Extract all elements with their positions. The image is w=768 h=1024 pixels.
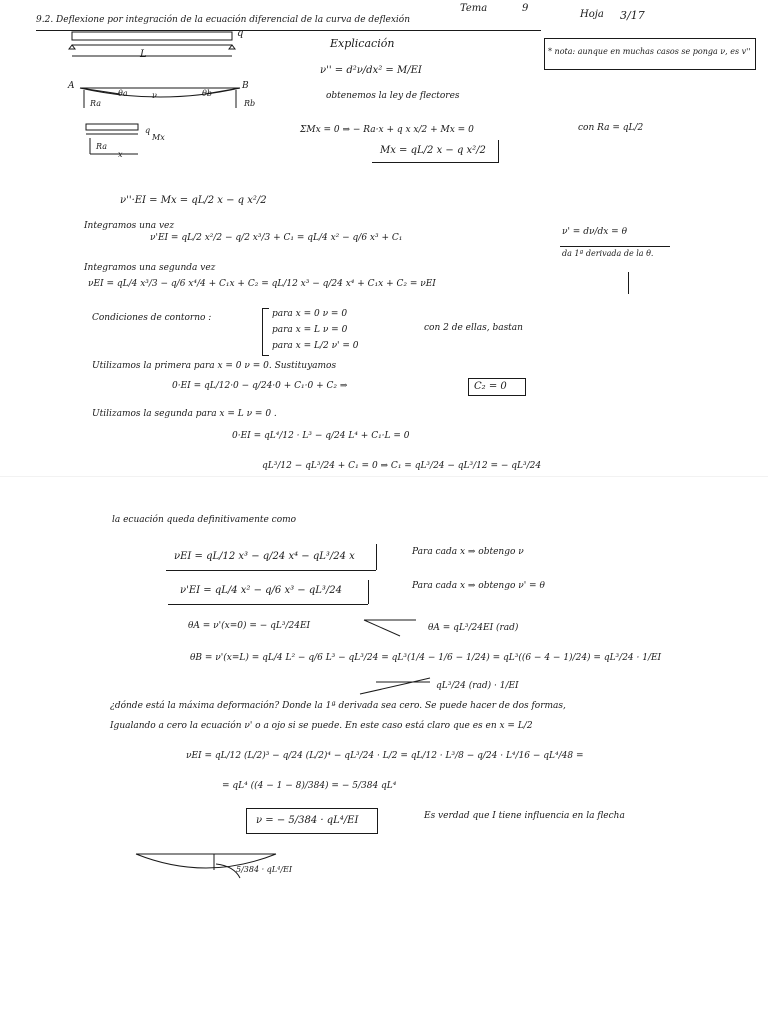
final-deflection-bar — [376, 544, 377, 570]
eq-moment-balance: ΣMx = 0 ⇒ − Ra·x + q x x/2 + Mx = 0 — [300, 125, 474, 135]
eq-first-integral: ν'EI = qL/2 x²/2 − q/2 x³/3 + C₁ = qL/4 x² − q/6 x³ + C₁ — [150, 233, 403, 243]
theta-b-equation: θB = ν'(x=L) = qL/4 L² − q/6 L³ − qL³/24 = qL³(1/4 − 1/6 − 1/24) = qL³((6 − 4 − 1)/24) = qL³/24 · 1/EI — [190, 653, 662, 663]
section-title: 9.2. Deflexione por integración de la ecuación diferencial de la curva de deflexión — [36, 15, 411, 25]
integrate-twice-label: Integramos una segunda vez — [84, 263, 216, 273]
hoja-number: 3/17 — [620, 9, 645, 22]
nu-label: ν — [152, 91, 157, 100]
max-deflection-eq-1: νEI = qL/12 (L/2)³ − q/24 (L/2)⁴ − qL³/24 · L/2 = qL/12 · L³/8 − q/24 · L⁴/16 − qL⁴/48 = — [186, 751, 584, 761]
theta-b-sketch — [356, 674, 436, 698]
final-deflection-underline — [166, 570, 376, 571]
boundary-cond-1: para x = 0 ν = 0 — [272, 309, 348, 319]
eq-curvature: ν'' = d²ν/dx² = M/EI — [320, 65, 422, 76]
theta-a-sketch — [360, 614, 420, 640]
theta-a-value: θA = qL³/24EI (rad) — [428, 623, 519, 633]
theta-a-label: θa — [118, 89, 128, 98]
load-q-label: q — [237, 28, 244, 39]
final-deflection-note: Para cada x ⇒ obtengo ν — [412, 547, 524, 557]
explicacion-heading: Explicación — [330, 37, 395, 50]
use-second-condition: Utilizamos la segunda para x = L ν = 0 . — [92, 409, 277, 419]
boundary-label: Condiciones de contorno : — [92, 313, 212, 323]
final-deflection-eq: νEI = qL/12 x³ − q/24 x⁴ − qL³/24 x — [174, 551, 355, 562]
final-slope-underline — [168, 604, 368, 605]
c2-result-box — [468, 378, 526, 396]
tema-label: Tema — [460, 3, 488, 14]
support-a-icon — [69, 45, 75, 49]
cut-x-label: x — [118, 150, 123, 159]
eq-moment-law: Mx = qL/2 x − q x²/2 — [380, 145, 486, 156]
theta-b-label: θb — [202, 89, 212, 98]
eq-ra-value: con Ra = qL/2 — [578, 123, 644, 133]
c2-result: C₂ = 0 — [474, 381, 507, 392]
max-deflection-result: ν = − 5/384 · qL⁴/EI — [256, 815, 359, 826]
boundary-note: con 2 de ellas, bastan — [424, 323, 523, 333]
final-equation-label: la ecuación queda definitivamente como — [112, 515, 297, 525]
cut-q-label: q — [145, 126, 151, 135]
final-slope-eq: ν'EI = qL/4 x² − q/6 x³ − qL³/24 — [180, 585, 342, 596]
boundary-cond-3: para x = L/2 ν' = 0 — [272, 341, 359, 351]
tema-number: 9 — [522, 3, 529, 14]
eq-second-integral: νEI = qL/4 x³/3 − q/6 x⁴/4 + C₁x + C₂ = qL/12 x³ − q/24 x⁴ + C₁x + C₂ = νEI — [88, 279, 436, 289]
point-b-label: B — [242, 81, 249, 91]
rb-label: Rb — [244, 99, 256, 108]
use-first-condition: Utilizamos la primera para x = 0 ν = 0. Sustituyamos — [92, 361, 337, 371]
ra-label: Ra — [90, 99, 101, 108]
max-deflection-location: Igualando a cero la ecuación ν' o a ojo si se puede. En este caso está claro que es en x = L/2 — [110, 721, 533, 731]
boundary-brace — [262, 308, 269, 356]
eq-moment-law-box — [372, 140, 499, 163]
theta-a-equation: θA = ν'(x=0) = − qL³/24EI — [188, 621, 311, 631]
final-slope-bar — [368, 580, 369, 604]
second-integral-bar — [628, 272, 629, 294]
distributed-load — [72, 32, 232, 40]
eq-curvature-caption: obtenemos la ley de flectores — [326, 91, 460, 101]
theta-def-underline — [560, 246, 670, 247]
final-slope-note: Para cada x ⇒ obtengo ν' = θ — [412, 581, 545, 591]
page-seam — [0, 476, 768, 477]
point-a-label: A — [68, 81, 75, 91]
theta-b-value: qL³/24 (rad) · 1/EI — [436, 681, 519, 691]
max-deflection-sketch-label: 5/384 · qL⁴/EI — [236, 865, 293, 874]
hoja-label: Hoja — [580, 9, 604, 20]
span-l-label: L — [140, 49, 147, 60]
note-text: * nota: aunque en muchas casos se ponga ν, es v'' — [548, 47, 751, 56]
boundary-cond-2: para x = L ν = 0 — [272, 325, 348, 335]
eq-c2: 0·EI = qL/12·0 − q/24·0 + C₁·0 + C₂ ⇒ — [172, 381, 348, 391]
inertia-note: Es verdad que I tiene influencia en la flecha — [424, 811, 625, 821]
cut-mx-label: Mx — [152, 133, 165, 142]
eq-theta-definition: ν' = dν/dx = θ — [562, 227, 627, 237]
eq-differential: ν''·EI = Mx = qL/2 x − q x²/2 — [120, 195, 267, 206]
max-deflection-question: ¿dónde está la máxima deformación? Donde la 1ª derivada sea cero. Se puede hacer de dos formas, — [110, 701, 566, 711]
support-b-icon — [229, 45, 235, 49]
cut-ra-label: Ra — [96, 142, 107, 151]
integrate-once-label: Integramos una vez — [84, 221, 175, 231]
eq-c1-a: 0·EI = qL⁴/12 · L³ − q/24 L⁴ + C₁·L = 0 — [232, 431, 410, 441]
theta-caption: da 1ª derivada de la θ. — [562, 249, 654, 258]
eq-c1-b: qL³/12 − qL³/24 + C₁ = 0 ⇒ C₁ = qL³/24 − qL³/12 = − qL³/24 — [262, 461, 542, 471]
beam-load-diagram — [60, 28, 260, 68]
max-deflection-eq-2: = qL⁴ ((4 − 1 − 8)/384) = − 5/384 qL⁴ — [222, 781, 397, 791]
